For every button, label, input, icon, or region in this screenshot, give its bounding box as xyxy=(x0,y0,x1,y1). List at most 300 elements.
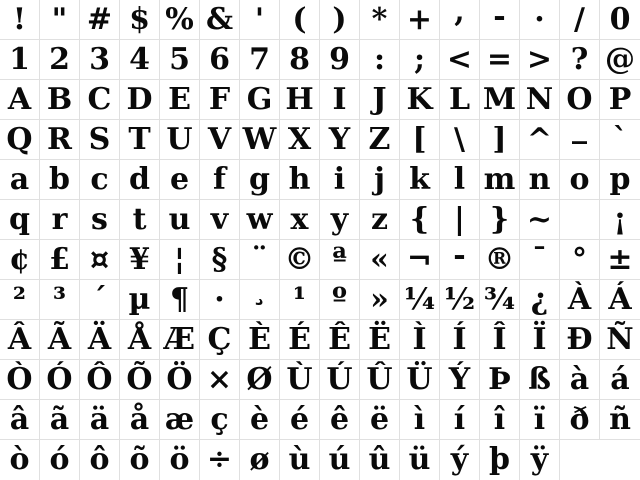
glyph-cell[interactable] xyxy=(320,360,360,400)
glyph-cell[interactable] xyxy=(360,280,400,320)
glyph-cell[interactable] xyxy=(600,120,640,160)
glyph: 0 xyxy=(609,2,631,37)
glyph: ¼ xyxy=(403,282,436,317)
glyph: F xyxy=(208,82,231,117)
glyph-cell[interactable] xyxy=(200,280,240,320)
glyph-cell[interactable] xyxy=(200,200,240,240)
glyph: : xyxy=(373,42,386,77)
glyph-cell[interactable] xyxy=(0,280,40,320)
glyph-cell[interactable] xyxy=(480,320,520,360)
glyph: ú xyxy=(328,442,351,477)
glyph-cell[interactable] xyxy=(320,400,360,440)
glyph-cell[interactable] xyxy=(320,280,360,320)
glyph-cell[interactable] xyxy=(480,160,520,200)
glyph-cell[interactable] xyxy=(320,200,360,240)
glyph: û xyxy=(368,442,391,477)
glyph-cell[interactable] xyxy=(240,0,280,40)
glyph: o xyxy=(569,162,590,197)
glyph: I xyxy=(332,82,347,117)
glyph-row xyxy=(0,40,640,80)
glyph-cell[interactable] xyxy=(360,400,400,440)
glyph-cell[interactable] xyxy=(480,40,520,80)
glyph: 2 xyxy=(49,42,70,77)
glyph-cell[interactable] xyxy=(440,280,480,320)
glyph: ð xyxy=(569,402,590,437)
glyph-cell[interactable] xyxy=(520,400,560,440)
glyph: ¾ xyxy=(483,282,516,317)
glyph-cell[interactable] xyxy=(520,280,560,320)
glyph: ' xyxy=(254,2,265,37)
glyph-cell[interactable] xyxy=(0,40,40,80)
glyph-cell[interactable] xyxy=(240,360,280,400)
glyph-cell[interactable] xyxy=(520,120,560,160)
glyph: × xyxy=(206,362,233,397)
glyph: > xyxy=(526,42,553,77)
glyph-cell[interactable] xyxy=(320,240,360,280)
glyph: ò xyxy=(9,442,30,477)
glyph-cell[interactable] xyxy=(280,160,320,200)
glyph: ? xyxy=(570,42,589,77)
glyph-cell[interactable] xyxy=(400,0,440,40)
glyph-cell[interactable] xyxy=(280,320,320,360)
glyph-row xyxy=(0,360,640,400)
glyph-cell[interactable] xyxy=(480,80,520,120)
glyph: \ xyxy=(454,122,465,157)
glyph-cell[interactable] xyxy=(160,160,200,200)
glyph-cell[interactable] xyxy=(200,0,240,40)
glyph: º xyxy=(332,282,347,317)
glyph: ÿ xyxy=(530,442,549,477)
glyph: h xyxy=(288,162,311,197)
glyph-cell[interactable] xyxy=(160,440,200,480)
glyph-cell[interactable] xyxy=(480,200,520,240)
glyph-cell[interactable] xyxy=(360,120,400,160)
glyph-cell[interactable] xyxy=(80,320,120,360)
glyph: Ä xyxy=(87,322,112,357)
glyph: - xyxy=(493,0,506,34)
glyph: X xyxy=(287,122,312,157)
glyph-cell[interactable] xyxy=(400,320,440,360)
glyph: ß xyxy=(528,362,551,397)
glyph-cell[interactable] xyxy=(0,0,40,40)
glyph: / xyxy=(574,2,585,37)
glyph-cell[interactable] xyxy=(80,160,120,200)
glyph-cell[interactable] xyxy=(160,360,200,400)
glyph-cell[interactable] xyxy=(360,200,400,240)
glyph: µ xyxy=(128,282,151,317)
glyph-cell[interactable] xyxy=(160,320,200,360)
glyph-cell[interactable] xyxy=(400,200,440,240)
glyph-cell[interactable] xyxy=(40,0,80,40)
glyph-cell[interactable] xyxy=(480,240,520,280)
glyph-cell[interactable] xyxy=(600,280,640,320)
glyph-cell[interactable] xyxy=(240,120,280,160)
glyph-cell[interactable] xyxy=(40,40,80,80)
glyph-cell[interactable] xyxy=(80,200,120,240)
glyph: ñ xyxy=(609,402,631,437)
glyph-cell[interactable] xyxy=(480,0,520,40)
glyph: < xyxy=(446,42,473,77)
glyph-cell[interactable] xyxy=(160,120,200,160)
glyph: y xyxy=(330,202,349,237)
glyph-cell[interactable] xyxy=(280,80,320,120)
glyph: j xyxy=(374,162,385,197)
glyph-cell[interactable] xyxy=(440,360,480,400)
glyph-cell[interactable] xyxy=(440,40,480,80)
glyph-cell[interactable] xyxy=(400,120,440,160)
glyph: e xyxy=(169,162,190,197)
glyph: Ê xyxy=(328,322,351,357)
glyph-cell[interactable] xyxy=(240,160,280,200)
glyph-cell[interactable] xyxy=(0,440,40,480)
glyph-cell[interactable] xyxy=(0,80,40,120)
glyph-cell[interactable] xyxy=(160,80,200,120)
glyph: Ï xyxy=(532,322,547,357)
glyph: ] xyxy=(492,122,507,157)
glyph: 3 xyxy=(89,42,110,77)
glyph-cell[interactable] xyxy=(520,200,560,240)
glyph: ¬ xyxy=(406,242,433,277)
glyph-cell[interactable] xyxy=(120,200,160,240)
glyph-cell[interactable] xyxy=(560,200,600,240)
glyph-cell[interactable] xyxy=(80,120,120,160)
glyph-cell[interactable] xyxy=(40,240,80,280)
glyph-cell[interactable] xyxy=(360,240,400,280)
glyph: D xyxy=(126,82,153,117)
glyph-cell[interactable] xyxy=(160,0,200,40)
glyph: i xyxy=(333,162,346,197)
glyph-cell[interactable] xyxy=(200,40,240,80)
glyph-cell[interactable] xyxy=(120,440,160,480)
glyph-cell[interactable] xyxy=(120,360,160,400)
glyph-cell[interactable] xyxy=(200,440,240,480)
glyph-cell[interactable] xyxy=(240,440,280,480)
glyph-cell[interactable] xyxy=(480,400,520,440)
glyph-cell[interactable] xyxy=(0,240,40,280)
glyph: ã xyxy=(49,402,70,437)
glyph-cell[interactable] xyxy=(240,400,280,440)
glyph-cell[interactable] xyxy=(560,160,600,200)
glyph: ´ xyxy=(92,282,107,317)
glyph: È xyxy=(248,322,271,357)
glyph: é xyxy=(289,402,310,437)
glyph: Ì xyxy=(412,322,427,357)
glyph-cell[interactable] xyxy=(360,40,400,80)
glyph-cell[interactable] xyxy=(80,360,120,400)
glyph-cell[interactable] xyxy=(360,440,400,480)
glyph-cell[interactable] xyxy=(280,400,320,440)
glyph-cell[interactable] xyxy=(40,80,80,120)
glyph: ¸ xyxy=(252,272,267,307)
glyph-cell[interactable] xyxy=(160,400,200,440)
glyph-cell[interactable] xyxy=(40,320,80,360)
glyph-cell[interactable] xyxy=(0,400,40,440)
glyph-cell[interactable] xyxy=(320,40,360,80)
glyph-cell[interactable] xyxy=(320,120,360,160)
glyph-cell[interactable] xyxy=(280,120,320,160)
glyph: ® xyxy=(484,242,515,277)
glyph-cell[interactable] xyxy=(600,40,640,80)
glyph-cell[interactable] xyxy=(160,280,200,320)
glyph-cell[interactable] xyxy=(280,40,320,80)
glyph-cell[interactable] xyxy=(560,280,600,320)
glyph-cell[interactable] xyxy=(600,360,640,400)
glyph-cell[interactable] xyxy=(0,120,40,160)
glyph-cell[interactable] xyxy=(40,280,80,320)
glyph: W xyxy=(242,122,277,157)
glyph-row xyxy=(0,400,640,440)
glyph-cell[interactable] xyxy=(520,320,560,360)
glyph: ø xyxy=(249,442,270,477)
glyph-cell[interactable] xyxy=(400,160,440,200)
glyph: Þ xyxy=(488,362,511,397)
glyph-cell[interactable] xyxy=(360,80,400,120)
glyph-cell[interactable] xyxy=(440,120,480,160)
glyph: R xyxy=(47,122,72,157)
glyph-cell[interactable] xyxy=(400,280,440,320)
glyph-cell[interactable] xyxy=(440,80,480,120)
glyph-cell[interactable] xyxy=(200,360,240,400)
glyph: A xyxy=(7,82,32,117)
glyph-cell[interactable] xyxy=(280,240,320,280)
glyph-cell[interactable] xyxy=(0,320,40,360)
glyph: ï xyxy=(533,402,546,437)
glyph: · xyxy=(214,282,225,317)
glyph-cell[interactable] xyxy=(80,80,120,120)
glyph-cell[interactable] xyxy=(560,320,600,360)
glyph: Ñ xyxy=(606,322,634,357)
glyph: Ò xyxy=(6,362,33,397)
glyph: ä xyxy=(89,402,110,437)
glyph-cell[interactable] xyxy=(320,0,360,40)
glyph: þ xyxy=(489,442,510,477)
glyph-cell[interactable] xyxy=(120,40,160,80)
glyph-cell[interactable] xyxy=(600,0,640,40)
glyph-cell[interactable] xyxy=(40,360,80,400)
glyph: ² xyxy=(12,282,27,317)
glyph-cell[interactable] xyxy=(280,280,320,320)
glyph: T xyxy=(128,122,151,157)
glyph-cell[interactable] xyxy=(320,440,360,480)
glyph: õ xyxy=(129,442,150,477)
glyph: ¤ xyxy=(89,242,110,277)
glyph-cell[interactable] xyxy=(120,160,160,200)
glyph-cell[interactable] xyxy=(520,440,560,480)
glyph-cell[interactable] xyxy=(280,440,320,480)
glyph: ¶ xyxy=(169,282,190,317)
glyph-cell[interactable] xyxy=(440,200,480,240)
glyph-cell[interactable] xyxy=(440,320,480,360)
glyph-cell[interactable] xyxy=(600,240,640,280)
glyph-cell[interactable] xyxy=(520,0,560,40)
glyph-cell[interactable] xyxy=(120,280,160,320)
glyph-cell[interactable] xyxy=(400,40,440,80)
glyph: § xyxy=(211,242,228,277)
glyph: _ xyxy=(572,110,587,145)
glyph-cell[interactable] xyxy=(560,110,600,160)
glyph-cell[interactable] xyxy=(80,440,120,480)
glyph-cell[interactable] xyxy=(480,280,520,320)
glyph: + xyxy=(406,2,433,37)
glyph: d xyxy=(129,162,150,197)
glyph-cell[interactable] xyxy=(80,240,120,280)
glyph: K xyxy=(406,82,433,117)
glyph-cell[interactable] xyxy=(360,160,400,200)
glyph-cell[interactable] xyxy=(600,320,640,360)
glyph: è xyxy=(249,402,270,437)
glyph: " xyxy=(51,2,68,37)
glyph: ; xyxy=(413,42,426,77)
glyph-cell[interactable] xyxy=(240,40,280,80)
glyph-cell[interactable] xyxy=(0,200,40,240)
glyph-cell[interactable] xyxy=(80,400,120,440)
glyph: B xyxy=(46,82,73,117)
glyph-cell[interactable] xyxy=(600,160,640,200)
glyph: ó xyxy=(49,442,70,477)
glyph-cell[interactable] xyxy=(80,280,120,320)
glyph-cell[interactable] xyxy=(280,0,320,40)
glyph: Å xyxy=(127,322,152,357)
glyph: ¿ xyxy=(530,282,549,317)
glyph-cell[interactable] xyxy=(520,240,560,280)
glyph: « xyxy=(370,242,389,277)
glyph: M xyxy=(482,82,517,117)
glyph-cell[interactable] xyxy=(440,400,480,440)
glyph: c xyxy=(90,162,109,197)
glyph: Æ xyxy=(163,322,196,357)
glyph-cell[interactable] xyxy=(440,0,480,40)
glyph-cell[interactable] xyxy=(160,200,200,240)
glyph: S xyxy=(88,122,111,157)
glyph: q xyxy=(9,202,30,237)
glyph: O xyxy=(566,82,593,117)
glyph-cell[interactable] xyxy=(40,440,80,480)
glyph-cell[interactable] xyxy=(280,200,320,240)
glyph-cell[interactable] xyxy=(440,240,480,280)
glyph-cell[interactable] xyxy=(600,80,640,120)
glyph-cell[interactable] xyxy=(400,240,440,280)
glyph-cell[interactable] xyxy=(520,40,560,80)
glyph-cell[interactable] xyxy=(440,440,480,480)
glyph-cell[interactable] xyxy=(240,320,280,360)
glyph: } xyxy=(489,202,510,237)
glyph: ¢ xyxy=(9,242,30,277)
glyph: ¥ xyxy=(129,242,150,277)
glyph-cell[interactable] xyxy=(600,200,640,240)
glyph: Î xyxy=(492,322,507,357)
glyph: î xyxy=(493,402,506,437)
glyph: P xyxy=(608,82,632,117)
glyph-cell[interactable] xyxy=(120,0,160,40)
glyph-cell[interactable] xyxy=(40,120,80,160)
glyph: m xyxy=(483,162,516,197)
glyph-cell[interactable] xyxy=(40,400,80,440)
glyph-cell[interactable] xyxy=(160,40,200,80)
glyph: t xyxy=(132,202,147,237)
glyph: 4 xyxy=(129,42,150,77)
glyph: u xyxy=(168,202,191,237)
glyph: z xyxy=(370,202,389,237)
glyph-cell[interactable] xyxy=(320,160,360,200)
glyph-row xyxy=(0,320,640,360)
glyph-cell[interactable] xyxy=(240,200,280,240)
glyph-cell[interactable] xyxy=(480,440,520,480)
glyph-row xyxy=(0,240,640,280)
glyph-cell[interactable] xyxy=(120,320,160,360)
glyph-cell[interactable] xyxy=(320,80,360,120)
glyph-cell[interactable] xyxy=(120,80,160,120)
glyph-cell[interactable] xyxy=(560,240,600,280)
glyph-row xyxy=(0,80,640,120)
glyph-cell[interactable] xyxy=(320,320,360,360)
glyph: Ð xyxy=(566,322,593,357)
glyph-cell[interactable] xyxy=(520,360,560,400)
glyph-cell[interactable] xyxy=(120,120,160,160)
glyph-cell[interactable] xyxy=(560,360,600,400)
glyph-cell[interactable] xyxy=(400,80,440,120)
glyph-cell[interactable] xyxy=(280,360,320,400)
glyph-cell[interactable] xyxy=(160,240,200,280)
glyph-cell[interactable] xyxy=(80,0,120,40)
glyph: Ø xyxy=(246,362,273,397)
glyph: a xyxy=(9,162,30,197)
glyph-cell[interactable] xyxy=(200,400,240,440)
glyph-cell[interactable] xyxy=(200,80,240,120)
glyph-cell[interactable] xyxy=(520,80,560,120)
glyph-cell[interactable] xyxy=(120,400,160,440)
glyph-cell[interactable] xyxy=(400,400,440,440)
glyph-cell[interactable] xyxy=(80,40,120,80)
glyph-cell[interactable] xyxy=(120,240,160,280)
glyph-cell[interactable] xyxy=(200,160,240,200)
glyph: # xyxy=(86,2,113,37)
glyph-cell[interactable] xyxy=(400,440,440,480)
glyph-cell[interactable] xyxy=(480,120,520,160)
glyph-cell[interactable] xyxy=(560,400,600,440)
glyph-cell[interactable] xyxy=(360,360,400,400)
glyph-cell[interactable] xyxy=(240,80,280,120)
glyph-cell[interactable] xyxy=(0,160,40,200)
glyph: ( xyxy=(292,2,307,37)
glyph-cell[interactable] xyxy=(40,160,80,200)
glyph: V xyxy=(207,122,232,157)
glyph: ! xyxy=(12,2,27,37)
glyph-cell[interactable] xyxy=(360,320,400,360)
glyph-cell[interactable] xyxy=(440,160,480,200)
glyph-cell[interactable] xyxy=(400,360,440,400)
glyph: â xyxy=(9,402,30,437)
glyph-cell[interactable] xyxy=(480,360,520,400)
glyph-cell[interactable] xyxy=(560,0,600,40)
glyph-cell[interactable] xyxy=(600,400,640,440)
glyph-cell[interactable] xyxy=(360,0,400,40)
glyph-cell[interactable] xyxy=(240,272,280,320)
glyph-cell[interactable] xyxy=(520,160,560,200)
glyph: x xyxy=(290,202,309,237)
glyph: p xyxy=(609,162,631,197)
glyph-cell[interactable] xyxy=(200,240,240,280)
glyph: b xyxy=(49,162,70,197)
glyph-cell[interactable] xyxy=(200,120,240,160)
glyph-row xyxy=(0,160,640,200)
glyph-cell[interactable] xyxy=(0,360,40,400)
glyph-cell[interactable] xyxy=(560,40,600,80)
glyph: { xyxy=(409,202,430,237)
glyph-cell[interactable] xyxy=(40,200,80,240)
glyph: í xyxy=(453,402,466,437)
glyph-cell[interactable] xyxy=(200,320,240,360)
glyph: Ë xyxy=(368,322,391,357)
